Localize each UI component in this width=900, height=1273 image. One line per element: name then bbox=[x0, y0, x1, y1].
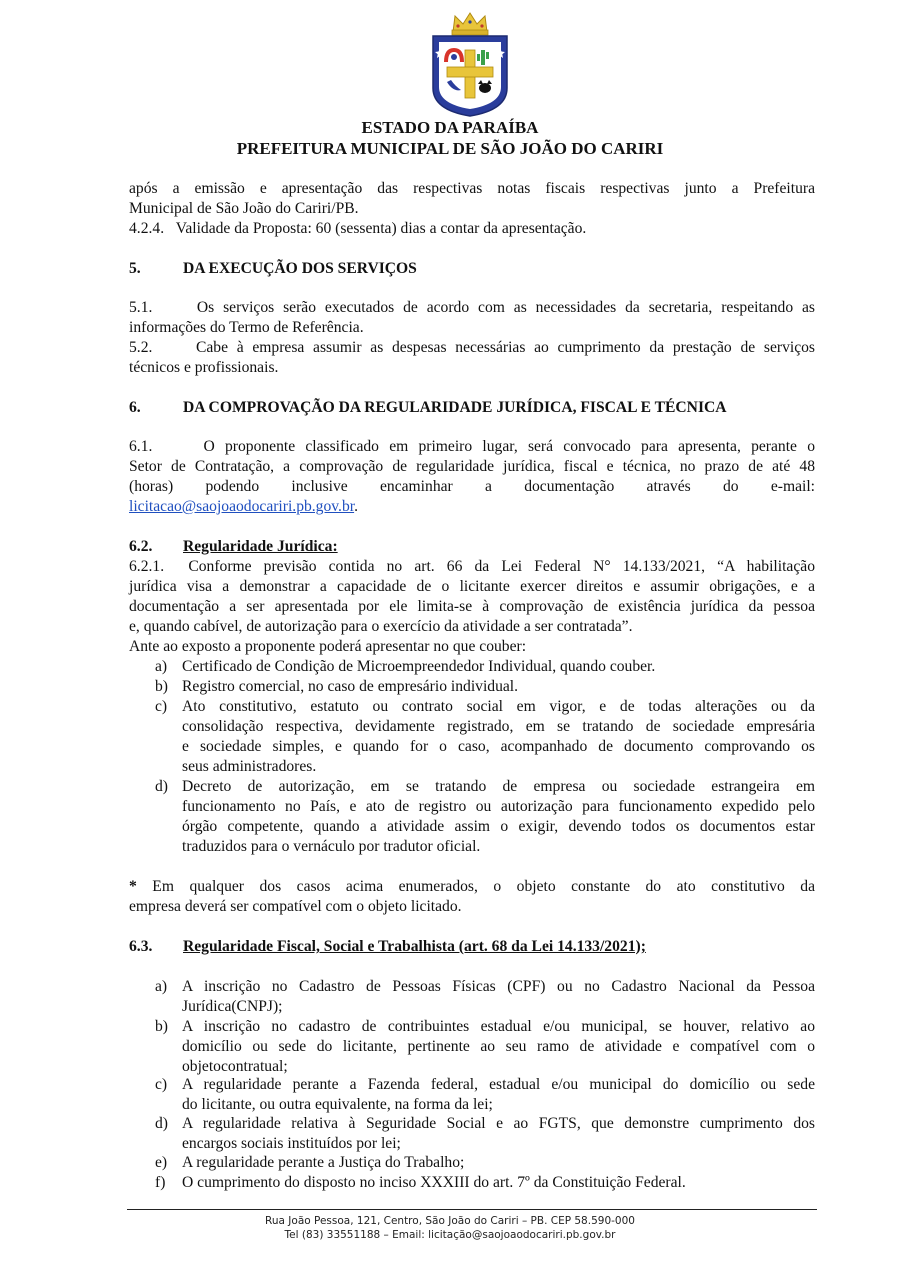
section-number: 6.2. bbox=[129, 538, 153, 555]
text-line: técnicos e profissionais. bbox=[129, 359, 279, 376]
text-line: * Em qualquer dos casos acima enumerados, o objeto constante do ato constitutivo da bbox=[129, 878, 815, 895]
document-page: ESTADO DA PARAÍBA PREFEITURA MUNICIPAL DE SÃO JOÃO DO CARIRI após a emissão e apresentação das respectivas notas fiscais respectivas junto a Prefeitura Municipal de São João do Cariri/PB. 4.2.4. Validade da Proposta: 60 (sessenta) dias a contar da apresentação. 5. DA EXECUÇÃO DOS SERVIÇOS 5.1. Os serviços serão executados de acordo com as necessidades da secretaria, respeitando as informações do Termo de Referência. 5.2. Cabe à empresa assumir as despesas necessárias ao cumprimento da prestação de serviços técnicos e profissionais. 6. DA COMPROVAÇÃO DA REGULARIDADE JURÍDICA, FISCAL E TÉCNICA 6.1. O proponente classificado em primeiro lugar, será convocado para apresenta, perante o Setor de Contratação, a comprovação de regularidade jurídica, fiscal e técnica, no prazo de até 48 (horas) podendo inclusive encaminhar a documentação através do e-mail: licitacao@saojoaodocariri.pb.gov.br. 6.2. Regularidade Jurídica: 6.2.1. Conforme previsão contida no art. 66 da Lei Federal N° 14.133/2021, “A habilitação jurídica visa a demonstrar a capacidade de o licitante exercer direitos e assumir obrigações, e a documentação a ser apresentada por ele limita-se à comprovação de existência jurídica da pessoa e, quando cabível, de autorização para o exercício da atividade a ser contratada”. Ante ao exposto a proponente poderá apresentar no que couber: a) Certificado de Condição de Microempreendedor Individual, quando couber. b) Registro comercial, no caso de empresário individual. c) Ato constitutivo, estatuto ou contrato social em vigor, e de todas alterações ou da consolidação respectiva, devidamente registrado, em se tratando de sociedade empresária e sociedade simples, e quando for o caso, acompanhado de documento comprovando os seus administradores. d) Decreto de autorização, em se tratando de empresa ou sociedade estrangeira em funcionamento no País, e ato de registro ou autorização para funcionamento expedido pelo órgão competente, quando a atividade assim o exigir, devendo todos os documentos estar traduzidos para o vernáculo por tradutor oficial. * Em qualquer dos casos acima enumerados, o objeto constante do ato constitutivo da empresa deverá ser compatível com o objeto licitado. 6.3. Regularidade Fiscal, Social e Trabalhista (art. 68 da Lei 14.133/2021); a) A inscrição no Cadastro de Pessoas Físicas (CPF) ou no Cadastro Nacional da Pessoa Jurídica(CNPJ); b) A inscrição no cadastro de contribuintes estadual e/ou municipal, se houver, relativo ao domicílio ou sede do licitante, pertinente ao seu ramo de atividade e compatível com o objetocontratual; c) A regularidade perante a Fazenda federal, estadual e/ou municipal do domicílio ou sede do licitante, ou outra equivalente, na forma da lei; d) A regularidade relativa à Seguridade Social e ao FGTS, que demonstre cumprimento dos encargos sociais instituídos por lei; e) A regularidade perante a Justiça do Trabalho; f) O cumprimento do disposto no inciso XXXIII do art. 7º da Constituição Federal. Rua João Pessoa, 121, Centro, São João do Cariri – PB. CEP 58.590-000 Tel (83) 33551188 – Email: licitação@saojoaodocariri.pb.gov.br bbox=[0, 0, 900, 1273]
text-line: licitacao@saojoaodocariri.pb.gov.br. bbox=[129, 498, 358, 515]
section-number: 5. bbox=[129, 260, 141, 277]
footer-address: Rua João Pessoa, 121, Centro, São João do Cariri – PB. CEP 58.590-000 bbox=[265, 1215, 635, 1227]
section-title: Regularidade Jurídica: bbox=[183, 538, 338, 555]
text-line: 5.2. Cabe à empresa assumir as despesas necessárias ao cumprimento da prestação de serviços bbox=[129, 339, 815, 356]
text-line: 6.1. O proponente classificado em primeiro lugar, será convocado para apresenta, perante o bbox=[129, 438, 815, 455]
note-paragraph bbox=[129, 877, 815, 917]
text-line: jurídica visa a demonstrar a capacidade de o licitante exercer direitos e assumir obrigações, e a bbox=[129, 578, 815, 595]
text-line: informações do Termo de Referência. bbox=[129, 319, 364, 336]
section-heading-5 bbox=[129, 259, 417, 279]
text-line: após a emissão e apresentação das respectivas notas fiscais respectivas junto a Prefeitura bbox=[129, 180, 815, 197]
text-line: 6.2.1. Conforme previsão contida no art. 66 da Lei Federal N° 14.133/2021, “A habilitação bbox=[129, 558, 815, 575]
text-line: Municipal de São João do Cariri/PB. bbox=[129, 200, 359, 217]
paragraph-5-2 bbox=[129, 338, 815, 378]
paragraph-5-1 bbox=[129, 298, 815, 338]
item-number: 4.2.4. bbox=[129, 220, 165, 237]
section-heading-6 bbox=[129, 398, 727, 418]
section-title: DA COMPROVAÇÃO DA REGULARIDADE JURÍDICA, FISCAL E TÉCNICA bbox=[183, 399, 727, 416]
text-line: (horas) podendo inclusive encaminhar a documentação através do e-mail: bbox=[129, 478, 815, 495]
text-line: empresa deverá ser compatível com o objeto licitado. bbox=[129, 898, 462, 915]
footer-divider bbox=[127, 1209, 817, 1210]
section-heading-6-3 bbox=[129, 937, 646, 957]
footer-contact: Tel (83) 33551188 – Email: licitação@saojoaodocariri.pb.gov.br bbox=[284, 1229, 616, 1241]
paragraph-6-1 bbox=[129, 437, 815, 517]
section-title: Regularidade Fiscal, Social e Trabalhista (art. 68 da Lei 14.133/2021); bbox=[183, 938, 646, 955]
item-4-2-4 bbox=[129, 219, 815, 239]
section-heading-6-2 bbox=[129, 537, 338, 557]
section-title: DA EXECUÇÃO DOS SERVIÇOS bbox=[183, 260, 417, 277]
text-line: Setor de Contratação, a comprovação de regularidade jurídica, fiscal e técnica, no prazo de até 48 bbox=[129, 458, 815, 475]
paragraph-6-2-1 bbox=[129, 557, 815, 657]
header-municipality: PREFEITURA MUNICIPAL DE SÃO JOÃO DO CARIRI bbox=[236, 139, 664, 158]
item-text: Validade da Proposta: 60 (sessenta) dias a contar da apresentação. bbox=[175, 220, 587, 237]
text-line: e, quando cabível, de autorização para o exercício da atividade a ser contratada”. bbox=[129, 618, 633, 635]
text-line: documentação a ser apresentada por ele limita-se à comprovação de existência jurídica da pessoa bbox=[129, 598, 815, 615]
email-link[interactable]: licitacao@saojoaodocariri.pb.gov.br bbox=[129, 498, 355, 515]
intro-paragraph bbox=[129, 179, 815, 219]
header-state: ESTADO DA PARAÍBA bbox=[361, 118, 539, 137]
section-number: 6.3. bbox=[129, 938, 153, 955]
municipal-coat-of-arms bbox=[425, 10, 515, 118]
text-line: 5.1. Os serviços serão executados de acordo com as necessidades da secretaria, respeitando as bbox=[129, 299, 815, 316]
text-line: Ante ao exposto a proponente poderá apresentar no que couber: bbox=[129, 638, 527, 655]
section-number: 6. bbox=[129, 399, 141, 416]
